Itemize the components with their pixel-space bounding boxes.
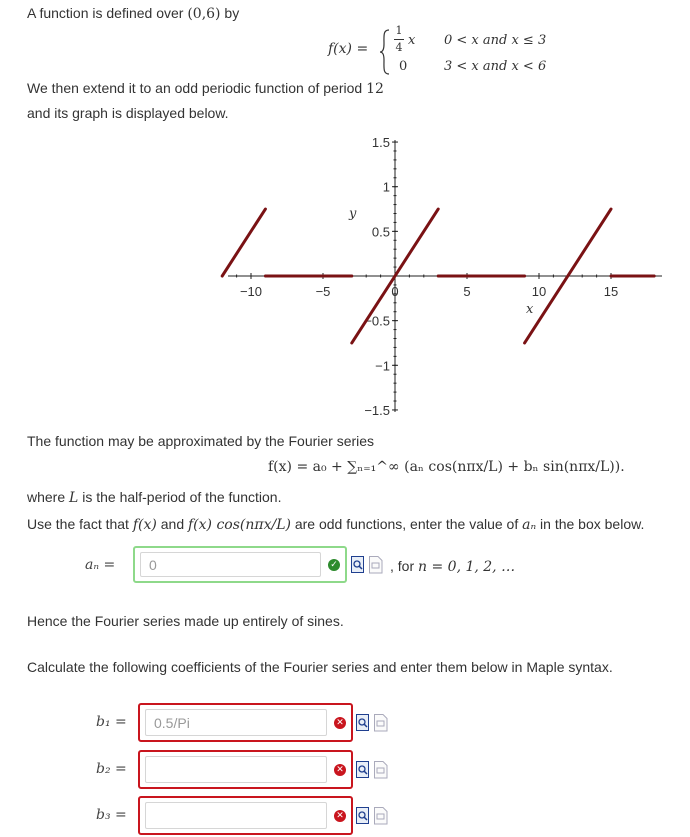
error-icon: ✕: [334, 764, 346, 776]
x-tick-label: −10: [239, 284, 263, 299]
where-L: L: [69, 490, 79, 506]
intro-line-2: [27, 80, 384, 97]
by-text: by: [224, 5, 240, 21]
an-input[interactable]: [140, 552, 321, 577]
piecewise-lhs: f(x) =: [328, 41, 369, 57]
approx-text: The function may be approximated by the Fourier series: [27, 433, 375, 449]
use-fcos: f(x) cos(nπx/L): [188, 517, 291, 533]
b3-label: b₃ =: [96, 807, 127, 823]
b1-label: b₁ =: [96, 714, 127, 730]
x-tick-label: 0: [391, 284, 399, 299]
help-icon[interactable]: [374, 714, 388, 732]
piece2-expr: 0: [399, 59, 408, 74]
an-label: aₙ =: [85, 557, 116, 573]
suffix-for: , for: [390, 558, 415, 574]
hence-text: Hence the Fourier series made up entirely of sines.: [27, 613, 344, 629]
brace-icon: [378, 28, 392, 76]
help-icon[interactable]: [374, 761, 388, 779]
use-end: in the box below.: [540, 516, 645, 532]
b3-input[interactable]: [145, 802, 327, 829]
function-graph: [220, 128, 670, 423]
b1-answer-box: [138, 703, 353, 742]
an-answer-box: [133, 546, 347, 583]
help-icon[interactable]: [369, 556, 383, 574]
use-text: Use the fact that: [27, 516, 129, 532]
y-tick-label: −0.5: [364, 313, 390, 329]
y-axis-label: y: [349, 206, 357, 222]
y-tick-label: 0.5: [371, 224, 390, 240]
use-and: and: [160, 516, 185, 532]
use-rest: are odd functions, enter the value of: [294, 516, 519, 532]
preview-icon[interactable]: [356, 761, 370, 779]
piece1-condition: 0 < x and x ≤ 3: [444, 33, 547, 48]
piece2-condition: 3 < x and x < 6: [444, 59, 547, 74]
frac-denominator: 4: [395, 41, 403, 54]
an-suffix: [390, 558, 515, 575]
calc-text: Calculate the following coefficients of the Fourier series and enter them below in Maple syntax.: [27, 659, 613, 675]
x-tick-label: −5: [315, 284, 331, 299]
b2-label: b₂ =: [96, 761, 127, 777]
suffix-math: n = 0, 1, 2, …: [418, 559, 516, 575]
series-segment: [222, 209, 265, 276]
period-text: We then extend it to an odd periodic function of period: [27, 80, 363, 96]
y-tick-label: −1.5: [364, 402, 390, 418]
b2-answer-box: [138, 750, 353, 789]
preview-icon[interactable]: [356, 714, 370, 732]
x-axis-label: x: [526, 302, 534, 317]
where-text: where: [27, 489, 66, 505]
use-an: aₙ: [522, 517, 537, 533]
use-line: [27, 516, 644, 533]
x-tick-label: 5: [463, 284, 471, 299]
y-tick-label: −1: [375, 358, 390, 374]
x-tick-label: 15: [603, 284, 619, 299]
error-icon: ✕: [334, 717, 346, 729]
y-tick-label: 1: [382, 179, 390, 195]
fourier-series-formula: f(x) = a₀ + ∑ₙ₌₁^∞ (aₙ cos(nπx/L) + bₙ sin(nπx/L)).: [268, 459, 625, 475]
piece1-expr: x: [408, 33, 416, 48]
period-value: 12: [366, 81, 384, 97]
intro-text: A function is defined over: [27, 5, 184, 21]
where-rest: is the half-period of the function.: [82, 489, 282, 505]
preview-icon[interactable]: [356, 807, 370, 825]
b2-input[interactable]: [145, 756, 327, 783]
intro-line-1: [27, 5, 239, 22]
use-f: f(x): [132, 517, 157, 533]
y-tick-label: 1.5: [371, 135, 390, 151]
preview-icon[interactable]: [351, 556, 365, 574]
frac-numerator: 1: [395, 24, 403, 37]
intro-line-3: and its graph is displayed below.: [27, 105, 229, 121]
b1-input[interactable]: [145, 709, 327, 736]
where-line: [27, 489, 281, 506]
help-icon[interactable]: [374, 807, 388, 825]
frac-bar: [394, 39, 404, 40]
error-icon: ✕: [334, 810, 346, 822]
interval-math: (0,6): [187, 6, 221, 22]
check-icon: ✓: [328, 559, 340, 571]
x-tick-label: 10: [531, 284, 547, 299]
b3-answer-box: [138, 796, 353, 835]
